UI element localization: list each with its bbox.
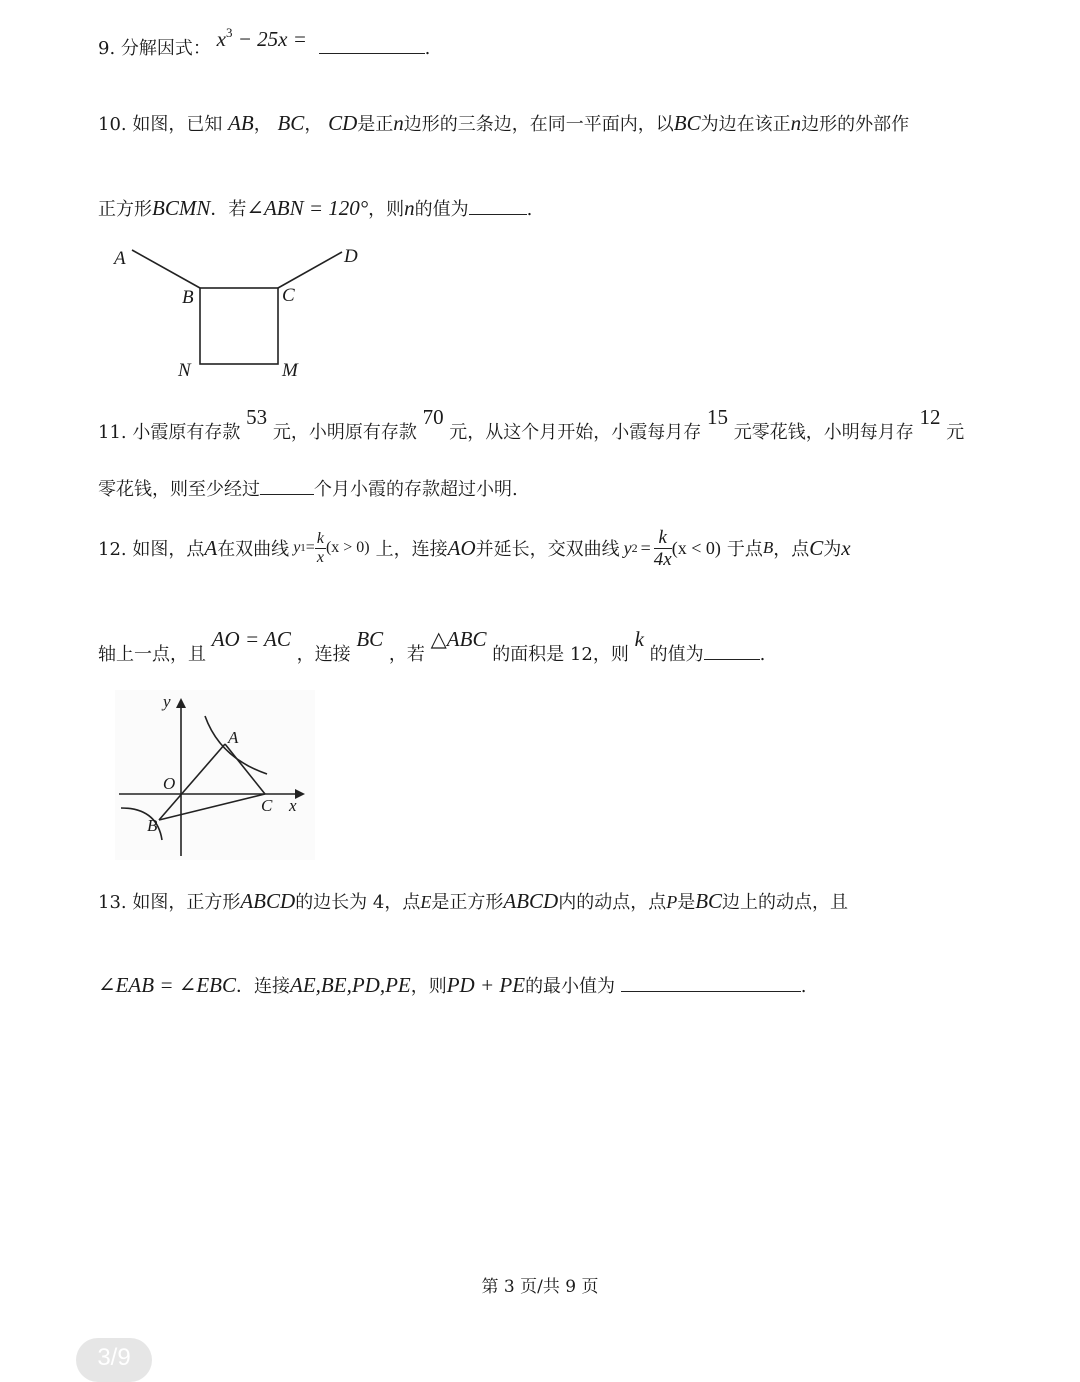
q13-text-5: 是 [677, 892, 696, 913]
q10-text-a: 10. 如图，已知 [98, 114, 223, 135]
q10-label-c: C [282, 285, 295, 306]
q10-n2: n [790, 111, 802, 135]
q12-text-2: 在双曲线 [217, 539, 290, 560]
q11-answer-blank[interactable] [260, 476, 314, 495]
q12-x: x [841, 535, 851, 560]
page-footer: 第 3 页/共 9 页 [481, 1277, 599, 1297]
q12-segment-ac [225, 744, 265, 794]
q11-value-15: 15 [707, 405, 729, 429]
q12-ao: AO [447, 535, 476, 560]
q12-text-4: 并延长，交双曲线 [475, 539, 620, 560]
q11-text-4: 元零花钱，小明每月存 [733, 422, 914, 443]
q9-expr-rest: − 25x = [232, 27, 307, 51]
q12-text-5: 于点 [726, 539, 763, 560]
q13-bc: BC [695, 889, 723, 913]
q12-figure-svg [115, 690, 315, 860]
q12-frac2-num: k [654, 528, 672, 549]
q13-abcd2: ABCD [503, 889, 559, 913]
q12-eq1: = [305, 539, 315, 556]
pagination-indicator[interactable]: 3/9 [76, 1338, 152, 1382]
q13-p: P [666, 892, 678, 912]
q13-text-7: ．连接 [236, 976, 291, 997]
q13-text-6: 边上的动点，且 [722, 892, 849, 913]
q12-point-c: C [809, 535, 824, 560]
q12-label-x: x [289, 796, 297, 815]
q10-label-a: A [114, 248, 126, 269]
q12-fraction-1 [315, 531, 326, 566]
q10-label-b: B [182, 287, 194, 308]
q13-abcd: ABCD [240, 889, 296, 913]
q12-frac1-den: x [316, 548, 324, 566]
q12-cond1: (x > 0) [325, 539, 370, 556]
q12-frac1-num: k [316, 529, 324, 547]
q12-point-b: B [762, 538, 774, 557]
q12-triangle: △ABC [430, 627, 487, 651]
q12-figure [115, 690, 315, 860]
q12-text-10: ，若 [388, 644, 425, 665]
q12-y2: y [623, 537, 632, 558]
q12-label-a: A [228, 728, 239, 747]
q9-line [98, 25, 431, 60]
q11-text-7: 个月小霞的存款超过小明. [314, 479, 518, 500]
q13-text-1: 13. 如图，正方形 [98, 892, 241, 913]
q12-line2 [98, 626, 765, 666]
q12-label-c: C [261, 796, 273, 815]
q13-text-4: 内的动点，点 [558, 892, 667, 913]
q12-text-9: ，连接 [296, 644, 351, 665]
q12-text-6: ，点 [773, 539, 810, 560]
q12-fraction-2 [654, 528, 672, 569]
q12-line1 [98, 518, 851, 578]
q10-text-e: 边形的外部作 [801, 114, 910, 135]
q13-end: . [800, 976, 807, 997]
q11-line1 [98, 405, 965, 444]
q9-answer-blank[interactable] [319, 35, 425, 54]
q13-angle: ∠EAB = ∠EBC [98, 973, 237, 997]
q9-expr-base: x [216, 27, 226, 51]
q11-text-3: 元，从这个月开始，小霞每月存 [449, 422, 702, 443]
q12-text-11: 的面积是 12，则 [492, 644, 629, 665]
q11-value-70: 70 [422, 405, 444, 429]
q10-comma2: ， [304, 114, 323, 135]
q12-label-o: O [163, 774, 176, 793]
q12-y2-sub: 2 [631, 540, 638, 555]
q12-end: . [759, 644, 766, 665]
q10-n3: n [404, 196, 415, 220]
q10-cd: CD [328, 111, 358, 135]
q13-line2 [98, 972, 807, 998]
q10-text-i: 的值为 [414, 199, 469, 220]
q12-frac2-den: 4x [653, 548, 672, 570]
q13-text-8: ，则 [410, 976, 447, 997]
q12-segment-bc [159, 794, 265, 820]
q11-text-2: 元，小明原有存款 [272, 422, 417, 443]
q11-line2 [98, 475, 518, 501]
q10-text-c: 边形的三条边，在同一平面内，以 [403, 114, 674, 135]
q12-label-b: B [147, 816, 158, 835]
q10-end: . [526, 199, 533, 220]
q10-segment-ab [132, 250, 200, 288]
q10-label-n: N [178, 360, 191, 381]
q11-value-12: 12 [919, 405, 941, 429]
q13-line1 [98, 888, 848, 914]
q12-answer-blank[interactable] [704, 641, 760, 660]
q11-text-1: 11. 小霞原有存款 [98, 422, 241, 443]
q10-answer-blank[interactable] [469, 196, 527, 215]
q10-text-g: ．若 [210, 199, 247, 220]
q10-text-h: ，则 [368, 199, 405, 220]
q10-figure-svg [110, 240, 370, 390]
q10-angle: ∠ABN = 120° [246, 196, 369, 220]
q10-line1 [98, 110, 909, 136]
q12-y1-sub: 1 [300, 542, 306, 554]
q13-answer-blank[interactable] [621, 973, 801, 992]
q10-figure [110, 240, 370, 390]
q10-ab: AB [228, 111, 254, 135]
q12-y-axis-arrow [176, 698, 186, 708]
q12-eq2: = [640, 537, 651, 558]
q13-expr: PD + PE [446, 973, 526, 997]
q13-text-9: 的最小值为 [525, 976, 616, 997]
q10-bcmn: BCMN [152, 196, 211, 220]
q10-text-b: 是正 [357, 114, 394, 135]
q12-k: k [634, 627, 644, 651]
q13-text-3: 是正方形 [431, 892, 504, 913]
q12-text-3: 上，连接 [375, 539, 448, 560]
q10-bc2: BC [673, 111, 701, 135]
q12-text-7: 为 [823, 539, 842, 560]
q11-value-53: 53 [246, 405, 268, 429]
q10-comma1: ， [253, 114, 272, 135]
q10-square-bcmn [200, 288, 278, 364]
q10-text-d: 为边在该正 [700, 114, 791, 135]
q10-text-f: 正方形 [98, 199, 152, 220]
q12-bc: BC [356, 627, 384, 651]
q9-end: . [424, 38, 431, 59]
q12-text-12: 的值为 [649, 644, 704, 665]
q12-y1: y [293, 539, 301, 556]
q12-ao-ac: AO = AC [211, 627, 291, 651]
q12-label-y: y [163, 692, 171, 711]
q12-text-1: 12. 如图，点 [98, 539, 205, 560]
q12-text-8: 轴上一点，且 [98, 644, 206, 665]
q10-segment-cd [278, 252, 342, 288]
q10-bc: BC [277, 111, 305, 135]
q11-text-5: 元 [946, 422, 965, 443]
q12-point-a: A [204, 535, 218, 560]
q12-cond2: (x < 0) [671, 537, 721, 558]
q13-text-2: 的边长为 4，点 [295, 892, 421, 913]
q9-number: 9. 分解因式： [98, 38, 211, 59]
q10-label-d: D [344, 246, 358, 267]
q11-text-6: 零花钱，则至少经过 [98, 479, 260, 500]
q13-e: E [420, 892, 432, 912]
q9-expr-exp: 3 [225, 25, 233, 40]
q10-line2 [98, 195, 532, 221]
q10-label-m: M [282, 360, 298, 381]
q13-segments: AE,BE,PD,PE [290, 973, 411, 997]
q10-n1: n [393, 111, 404, 135]
